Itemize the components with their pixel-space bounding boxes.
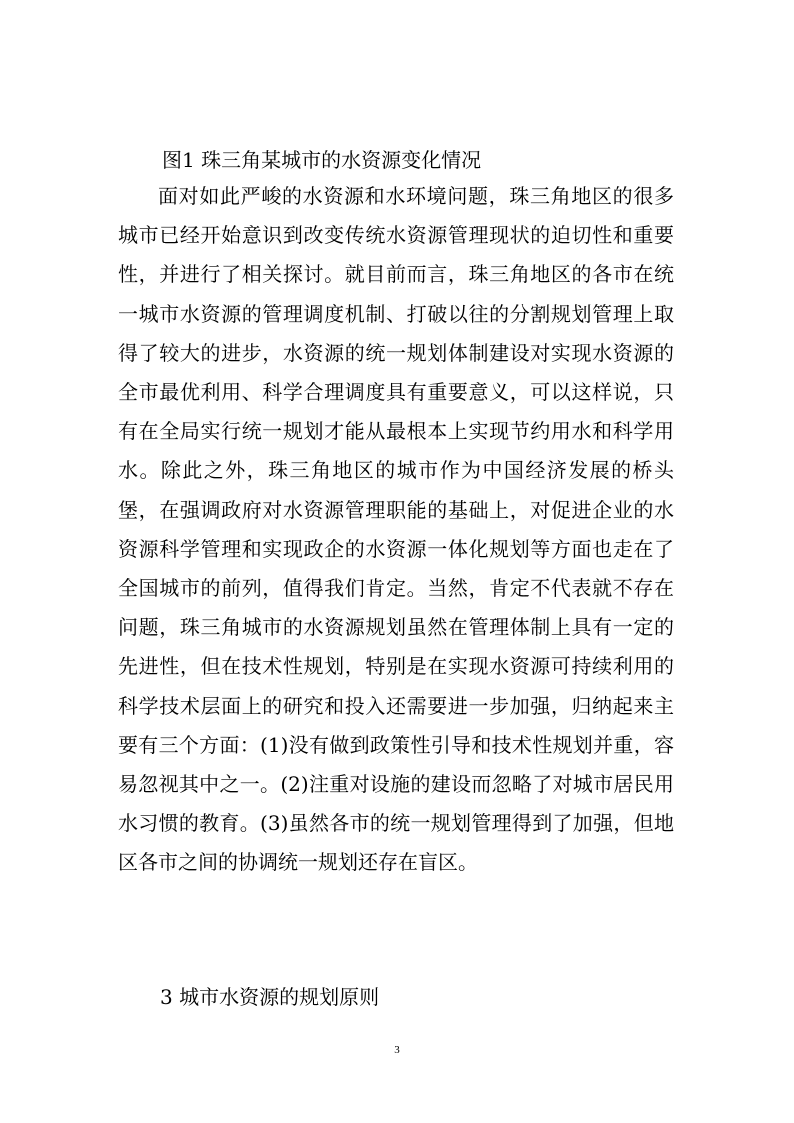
section-heading: 3 城市水资源的规划原则	[160, 985, 380, 1009]
body-paragraph: 面对如此严峻的水资源和水环境问题，珠三角地区的很多城市已经开始意识到改变传统水资源管理现状的迫切性和重要性，并进行了相关探讨。就目前而言，珠三角地区的各市在统一城市水资源的管理调度机制、打破以往的分割规划管理上取得了较大的进步，水资源的统一规划体制建设对实现水资源的全市最优利用、科学合理调度具有重要意义，可以这样说，只有在全局实行统一规划才能从最根本上实现节约用水和科学用水。除此之外，珠三角地区的城市作为中国经济发展的桥头堡，在强调政府对水资源管理职能的基础上，对促进企业的水资源科学管理和实现政企的水资源一体化规划等方面也走在了全国城市的前列，值得我们肯定。当然，肯定不代表就不存在问题，珠三角城市的水资源规划虽然在管理体制上具有一定的先进性，但在技术性规划，特别是在实现水资源可持续利用的科学技术层面上的研究和投入还需要进一步加强，归纳起来主要有三个方面：(1)没有做到政策性引导和技术性规划并重，容易忽视其中之一。(2)注重对设施的建设而忽略了对城市居民用水习惯的教育。(3)虽然各市的统一规划管理得到了加强，但地区各市之间的协调统一规划还存在盲区。	[118, 184, 674, 875]
figure-caption: 图1 珠三角某城市的水资源变化情况	[162, 148, 482, 172]
page-number: 3	[394, 1044, 400, 1056]
